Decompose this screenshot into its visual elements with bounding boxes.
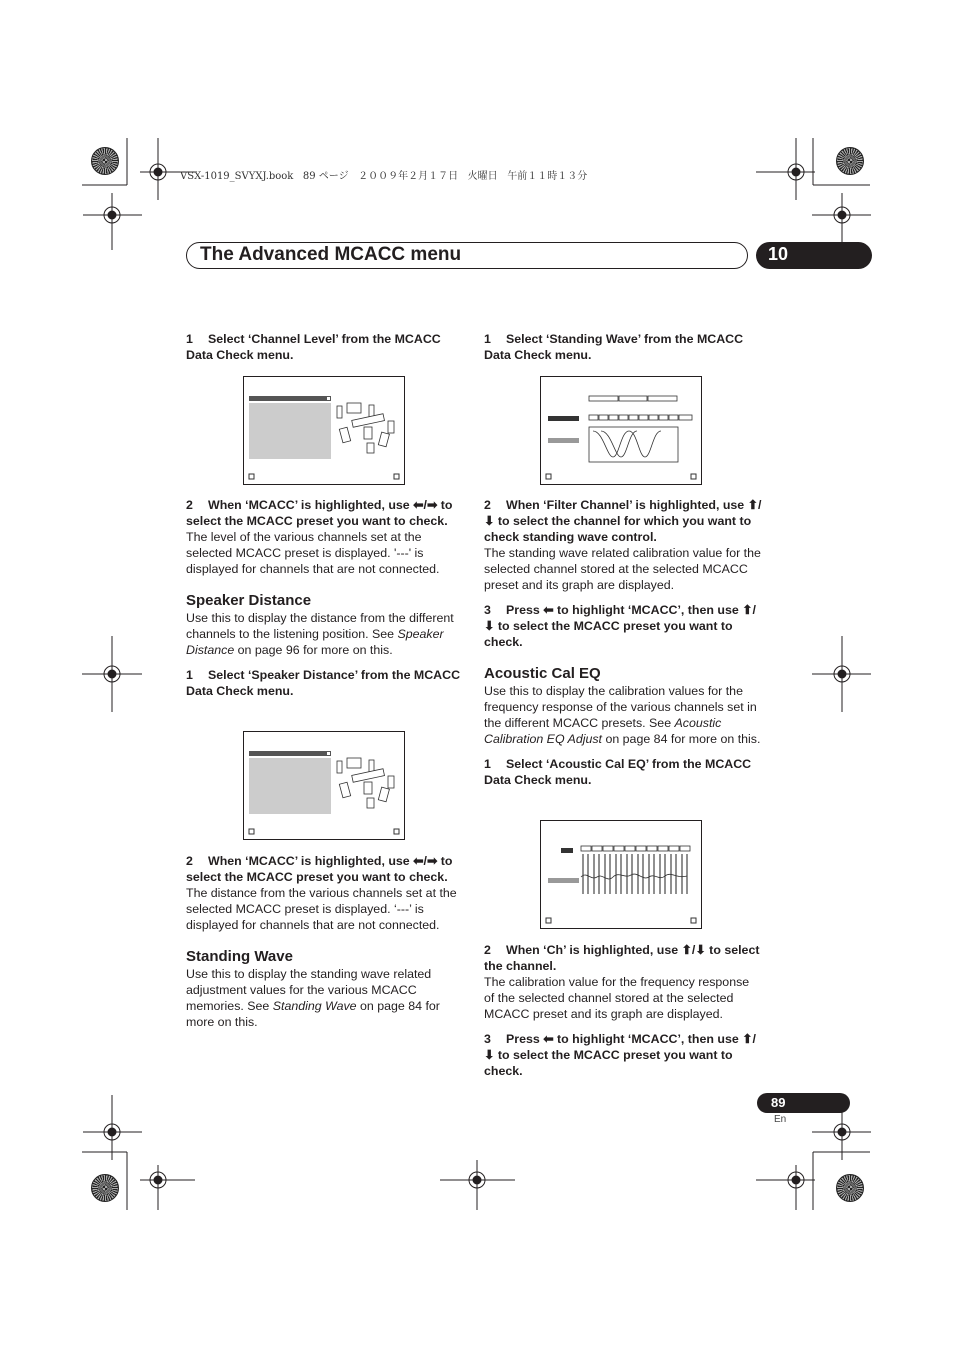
step-acoustic-cal-eq-3: 3 Press ⬅ to highlight ‘MCACC’, then use ⬆/⬇ to select the MCACC preset you want to check. <box>484 1032 757 1078</box>
step-standing-wave-2: 2 When ‘Filter Channel’ is highlighted, use ⬆/⬇ to select the channel for which you want to check standing wave control. <box>484 498 762 544</box>
standing-wave-screen-graphic <box>541 377 701 484</box>
acoustic-cal-eq-description: The calibration value for the frequency response of the selected channel stored at the selected MCACC preset and its graph are displayed. <box>484 975 750 1021</box>
standing-wave-heading: Standing Wave <box>186 948 293 965</box>
step-acoustic-cal-eq-1: 1 Select ‘Acoustic Cal EQ’ from the MCACC Data Check menu. <box>484 757 752 787</box>
speaker-distance-screen-graphic <box>244 732 404 839</box>
step-standing-wave-1: 1 Select ‘Standing Wave’ from the MCACC Data Check menu. <box>484 332 744 362</box>
channel-level-description: The level of the various channels set at the selected MCACC preset is displayed. '---' is displayed for channels that are not connected. <box>186 530 440 576</box>
speaker-distance-description: The distance from the various channels set at the selected MCACC preset is displayed. ‘---’ is displayed for channels that are not connected. <box>186 886 457 932</box>
right-column-block-2 <box>484 497 762 788</box>
chapter-title: The Advanced MCACC menu <box>200 244 462 265</box>
left-column <box>186 331 464 363</box>
acoustic-cal-eq-intro: Use this to display the calibration values for the frequency response of the various channels set in the different MCACC presets. See Acoustic Calibration EQ Adjust on page 84 for more on this. <box>484 684 761 746</box>
speaker-distance-screen <box>243 731 405 840</box>
left-column-block-3 <box>186 853 464 1030</box>
step-speaker-distance-1: 1 Select ‘Speaker Distance’ from the MCACC Data Check menu. <box>186 668 461 698</box>
speaker-distance-heading: Speaker Distance <box>186 592 312 609</box>
acoustic-cal-eq-screen-graphic <box>541 821 701 928</box>
left-column-block-2 <box>186 497 464 699</box>
language-code: En <box>774 1114 787 1125</box>
step-channel-level-2: 2 When ‘MCACC’ is highlighted, use ⬅/➡ to select the MCACC preset you want to check. <box>186 498 453 528</box>
channel-level-screen <box>243 376 405 485</box>
channel-level-screen-graphic <box>244 377 404 484</box>
step-speaker-distance-2: 2 When ‘MCACC’ is highlighted, use ⬅/➡ to select the MCACC preset you want to check. <box>186 854 453 884</box>
registration-burst-icon <box>836 1174 864 1202</box>
chapter-number-tab <box>756 242 872 269</box>
file-header: VSX-1019_SVYXJ.book 89 ページ ２００９年２月１７日 火曜日 午前１１時１３分 <box>180 171 588 182</box>
acoustic-cal-eq-heading: Acoustic Cal EQ <box>484 665 601 682</box>
standing-wave-intro: Use this to display the standing wave related adjustment values for the various MCACC memories. See Standing Wave on page 84 for more on this. <box>186 967 440 1029</box>
acoustic-cal-eq-screen <box>540 820 702 929</box>
chapter-title-bar <box>186 242 748 269</box>
standing-wave-screen <box>540 376 702 485</box>
right-column-block-3 <box>484 942 762 1079</box>
step-acoustic-cal-eq-2: 2 When ‘Ch’ is highlighted, use ⬆/⬇ to select the channel. <box>484 943 760 973</box>
speaker-distance-intro: Use this to display the distance from the different channels to the listening position. See Speaker Distance on page 96 for more on this. <box>186 611 454 657</box>
page-number: 89 <box>771 1095 786 1110</box>
chapter-number: 10 <box>768 244 789 264</box>
right-column <box>484 331 762 363</box>
registration-burst-icon <box>91 1174 119 1202</box>
registration-burst-icon <box>91 147 119 175</box>
step-channel-level-1: 1 Select ‘Channel Level’ from the MCACC Data Check menu. <box>186 332 441 362</box>
step-standing-wave-3: 3 Press ⬅ to highlight ‘MCACC’, then use ⬆/⬇ to select the MCACC preset you want to check. <box>484 603 757 649</box>
registration-burst-icon <box>836 147 864 175</box>
page-number-tab <box>757 1093 850 1113</box>
standing-wave-description: The standing wave related calibration value for the selected channel stored at the selected MCACC preset and its graph are displayed. <box>484 546 761 592</box>
